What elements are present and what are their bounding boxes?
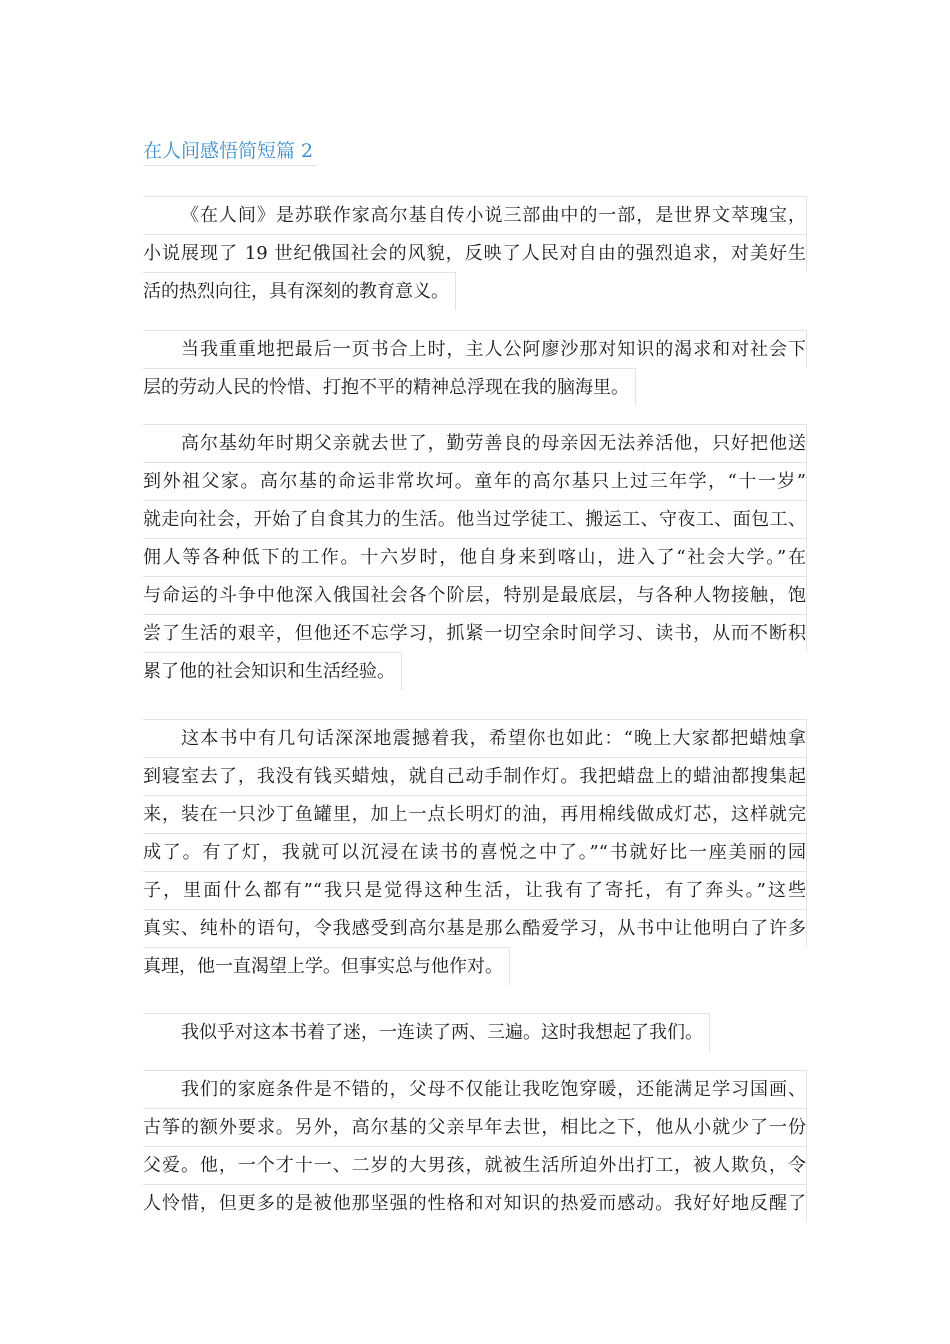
- text-line: 就走向社会，开始了自食其力的生活。他当过学徒工、搬运工、守夜工、面包工、: [143, 500, 807, 538]
- paragraph-6: [143, 1070, 807, 1222]
- text-line: 佣人等各种低下的工作。十六岁时，他自身来到喀山，进入了“社会大学。”在: [143, 538, 807, 576]
- text-line: 来，装在一只沙丁鱼罐里，加上一点长明灯的油，再用棉线做成灯芯，这样就完: [143, 795, 807, 833]
- text-line: 高尔基幼年时期父亲就去世了，勤劳善良的母亲因无法养活他，只好把他送: [143, 424, 807, 462]
- text-line: 到寝室去了，我没有钱买蜡烛，就自己动手制作灯。我把蜡盘上的蜡油都搜集起: [143, 757, 807, 795]
- text-line: 累了他的社会知识和生活经验。: [143, 652, 402, 690]
- paragraph-5: [143, 1013, 807, 1055]
- text-line: 我似乎对这本书着了迷，一连读了两、三遍。这时我想起了我们。: [143, 1013, 710, 1051]
- text-line: 古筝的额外要求。另外，高尔基的父亲早年去世，相比之下，他从小就少了一份: [143, 1108, 807, 1146]
- text-line: 活的热烈向往，具有深刻的教育意义。: [143, 272, 456, 310]
- text-line: 人怜惜，但更多的是被他那坚强的性格和对知识的热爱而感动。我好好地反醒了: [143, 1184, 807, 1222]
- paragraph-1: [143, 196, 807, 314]
- text-line: 真理，他一直渴望上学。但事实总与他作对。: [143, 947, 510, 985]
- text-line: 当我重重地把最后一页书合上时，主人公阿廖沙那对知识的渴求和对社会下: [143, 330, 807, 368]
- text-line: 成了。有了灯，我就可以沉浸在读书的喜悦之中了。”“书就好比一座美丽的园: [143, 833, 807, 871]
- text-line: 与命运的斗争中他深入俄国社会各个阶层，特别是最底层，与各种人物接触，饱: [143, 576, 807, 614]
- paragraph-3: [143, 424, 807, 694]
- text-line: 到外祖父家。高尔基的命运非常坎坷。童年的高尔基只上过三年学，“十一岁”: [143, 462, 807, 500]
- paragraph-4: [143, 719, 807, 989]
- text-line: 父爱。他，一个才十一、二岁的大男孩，就被生活所迫外出打工，被人欺负，令: [143, 1146, 807, 1184]
- text-line: 这本书中有几句话深深地震撼着我，希望你也如此：“晚上大家都把蜡烛拿: [143, 719, 807, 757]
- paragraph-2: [143, 330, 807, 410]
- section-heading: 在人间感悟简短篇 2: [143, 137, 317, 166]
- text-line: 尝了生活的艰辛，但他还不忘学习，抓紧一切空余时间学习、读书，从而不断积: [143, 614, 807, 652]
- text-line: 子，里面什么都有”“我只是觉得这种生活，让我有了寄托，有了奔头。”这些: [143, 871, 807, 909]
- text-line: 我们的家庭条件是不错的，父母不仅能让我吃饱穿暖，还能满足学习国画、: [143, 1070, 807, 1108]
- text-line: 小说展现了 19 世纪俄国社会的风貌，反映了人民对自由的强烈追求，对美好生: [143, 234, 807, 272]
- text-line: 真实、纯朴的语句，令我感受到高尔基是那么酷爱学习，从书中让他明白了许多: [143, 909, 807, 947]
- text-line: 《在人间》是苏联作家高尔基自传小说三部曲中的一部，是世界文萃瑰宝，: [143, 196, 807, 234]
- text-line: 层的劳动人民的怜惜、打抱不平的精神总浮现在我的脑海里。: [143, 368, 636, 406]
